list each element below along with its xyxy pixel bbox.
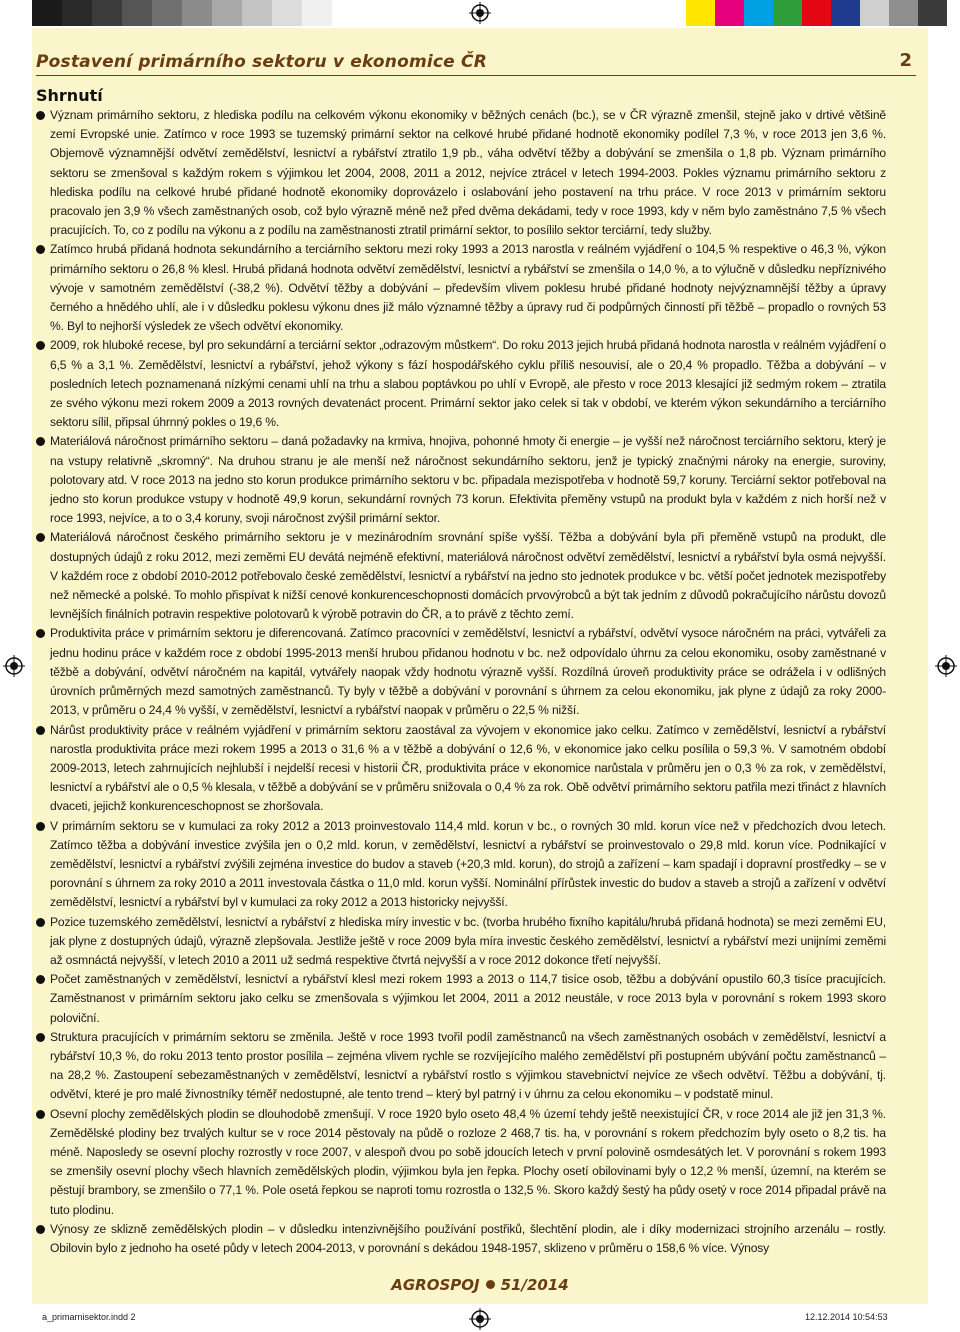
color-swatch	[744, 0, 773, 26]
color-swatch	[302, 0, 332, 26]
color-swatch	[122, 0, 152, 26]
bullet-icon	[486, 1280, 495, 1289]
registration-mark-icon	[3, 655, 25, 677]
summary-paragraph	[36, 1105, 886, 1220]
bullet-icon	[36, 1110, 45, 1119]
color-swatch	[715, 0, 744, 26]
paragraph-text: Osevní plochy zemědělských plodin se dlouhodobě zmenšují. V roce 1920 bylo oseto 48,4 % území tehdy ještě neexistující ČR, v roce 2014 ale již jen 31,3 %. Zemědělské plodiny bez trvalých kultur se v roce 2014 pěstovaly na půdě o rozloze 2 468,7 tis. ha, v porovnání s rokem předchozím byly oseto o 8,2 tis. ha méně. Naposledy se osevní plochy rozrostly v roce 2007, v alespoň dvou po sobě jdoucích letech v první polovině osmdesátých let. V porovnání s rokem 1993 se zmenšily osevní plochy všech hlavních zemědělských plodin, výjimkou byla jen řepka. Plochy osetí obilovinami byly o 12,2 % menší, územní, na kterém se pěstují brambory, se zmenšilo o 77,1 %. Pole osetá řepkou se naproti tomu rozrostla o 132,5 %. Skoro každý šestý ha půdy osetý v roce 2014 připadal právě na tuto plodinu.	[50, 1106, 886, 1217]
summary-paragraph	[36, 970, 886, 1028]
paragraph-text: Materiálová náročnost českého primárního sektoru je v mezinárodním srovnání spíše vyšší. Těžba a dobývání byla při přeměně vstupů na produkt, dle dostupných údajů z roku 2012, mezi zeměmi EU devátá nejméně efektivní, materiálová náročnost odvětví zemědělství, lesnictví a rybářství byla osmá nejvyšší. V každém roce z období 2010-2012 potřebovalo české zemědělství, lesnictví a rybářství na jedno sto jednotek produkce v bc. větší počet jednotek mezispotřeby než německé a polské. To mohlo přispívat k nižší cenové konkurenceschopnosti domácích prvovýrobců a být tak jedním z důvodů pokračujícího nárůstu dovozů levnějších finálních potravin respektive polotovarů k výrobě potravin do ČR, a to právě z těchto zemí.	[50, 530, 886, 622]
summary-paragraph	[36, 817, 886, 913]
summary-paragraph	[36, 624, 886, 720]
color-swatch	[802, 0, 831, 26]
summary-paragraph	[36, 336, 886, 432]
color-swatch	[686, 0, 715, 26]
summary-paragraph	[36, 913, 886, 971]
paragraph-text: Pozice tuzemského zemědělství, lesnictví a rybářství z hlediska míry investic v bc. (tvorba hrubého fixního kapitálu/hrubá přidaná hodnota) se mezi zeměmi EU, jak plyne z dostupných údajů, výrazně zlepšovala. Jestliže ještě v roce 2009 byla míra investic českého zemědělství, lesnictví a rybářství mezi unijními zeměmi až osmnáctá nejvyšší, v letech 2010 a 2011 už sedmá respektive čtvrtá nejvyšší a v roce 2012 dokonce třetí nejvyšší.	[50, 914, 886, 967]
paragraph-text: Materiálová náročnost primárního sektoru – daná požadavky na krmiva, hnojiva, pohonné hmoty či energie – je vyšší než náročnost terciárního sektoru, který je na vstupy relativně „skromný“. Na druhou stranu je ale menší než náročnost sekundárního sektoru, jenž je typický značnými nároky na energie, suroviny, polotovary atd. V roce 2013 na jedno sto korun produkce primárního sektoru v bc. připadala mezispotřeba v hodnotě 59,7 koruny. Terciární sektor potřeboval na jedno sto korun produkce vstupy v hodnotě 49,9 korun, sekundární rovných 73 korun. Efektivita přeměny vstupů na produkt byla v každém z nich horší než v roce 1993, nejvíce, a to o 3,4 koruny, svoji náročnost zvýšil primární sektor.	[50, 434, 886, 526]
color-swatch	[918, 0, 947, 26]
color-swatch	[32, 0, 62, 26]
color-swatch	[152, 0, 182, 26]
issue-number: 51/2014	[500, 1276, 569, 1294]
header-divider	[36, 75, 916, 76]
color-swatch	[92, 0, 122, 26]
bullet-icon	[36, 533, 45, 542]
color-swatch	[272, 0, 302, 26]
bullet-icon	[36, 437, 45, 446]
section-heading: Shrnutí	[36, 86, 103, 105]
footer	[0, 1276, 960, 1294]
summary-paragraph	[36, 432, 886, 528]
paragraph-text: V primárním sektoru se v kumulaci za roky 2012 a 2013 proinvestovalo 114,4 mld. korun v bc., o rovných 30 mld. korun více než v předchozích dvou letech. Zatímco těžba a dobývání investice zvýšila jen o 0,2 mld. korun, v zemědělství, lesnictví a rybářství se proinvestovalo o 29,8 mld. korun více. Podnikající v zemědělství, lesnictví a rybářství zvýšili zejména investice do budov a staveb (+20,3 mld. korun), do strojů a zařízení – kam spadají i dopravní prostředky – se v porovnání s úhrnem za roky 2010 a 2011 investovala částka o 11,0 mld. korun vyšší. Nominální přírůstek investic do budov a staveb a strojů a zařízení v odvětví zemědělství, lesnictví a rybářství byl v kumulaci za roky 2012 a 2013 historicky nejvyšší.	[50, 818, 886, 910]
cmyk-color-bar	[686, 0, 947, 26]
bullet-icon	[36, 918, 45, 927]
paragraph-text: Výnosy ze sklizně zemědělských plodin – v důsledku intenzivnějšího používání postřiků, šlechtění plodin, ale i díky modernizaci strojního arzenálu – rostly. Obilovin bylo z jednoho ha oseté půdy v letech 2004-2013, v porovnání s dekádou 1948-1957, sklizeno v průměru o 158,6 % více. Výnosy	[50, 1221, 886, 1255]
page-number: 2	[899, 50, 912, 71]
summary-paragraph	[36, 1028, 886, 1105]
paragraph-text: 2009, rok hluboké recese, byl pro sekundární a terciární sektor „odrazovým můstkem“. Do roku 2013 jejich hrubá přidaná hodnota narostla v reálném vyjádření o 6,5 % a 3,1 %. Zemědělství, lesnictví a rybářství, jehož výkony s fází hospodářského cyklu příliš nesouvisí, ale o 20,4 % propadlo. Těžba a dobývání – v posledních letech poznamenaná nízkými cenami uhlí na trhu a slabou poptávkou po uhlí v Evropě, ale přesto v roce 2013 klesající již sedmým rokem – ztratila ze svého výkonu mezi rokem 2009 a 2013 rovných devatenáct procent. Primární sektor jako celek si tak v období, ve kterém výkon sekundárního a terciárního sektoru sílil, připsal úhrnný pokles o 19,6 %.	[50, 338, 886, 430]
registration-mark-icon	[469, 2, 491, 24]
summary-paragraph	[36, 528, 886, 624]
grayscale-color-bar	[32, 0, 332, 26]
print-timestamp: 12.12.2014 10:54:53	[805, 1312, 888, 1322]
registration-mark-icon	[469, 1308, 491, 1330]
paragraph-text: Nárůst produktivity práce v reálném vyjádření v primárním sektoru zaostával za vývojem v ekonomice jako celku. Zatímco v zemědělství, lesnictví a rybářství narostla produktivita práce mezi rokem 1995 a 2013 o 31,6 % a v těžbě a dobývání o 12,6 %, v ekonomice jako celku posílila o 59,3 %. V samotném období 2009-2013, letech zahrnujících nejhlubší i nejdelší recesi v historii ČR, produktivita práce v ekonomice narůstala v průměru jen o 0,3 % za rok, v zemědělství, lesnictví a rybářství ale o 0,5 % klesala, v těžbě a dobývání se v průměru snižovala o 0,4 % za rok. Obě odvětví primárního sektoru patřila mezi třináct z hlavních dvaceti, jejichž konkurenceschopnost se zhoršovala.	[50, 722, 886, 814]
bullet-icon	[36, 245, 45, 254]
summary-body	[36, 106, 886, 1258]
color-swatch	[773, 0, 802, 26]
paragraph-text: Význam primárního sektoru, z hlediska podílu na celkovém výkonu ekonomiky v běžných cenách (bc.), se v ČR výrazně zmenšil, stejně jako v drtivé většině zemí Evropské unie. Zatímco v roce 1993 se tuzemský primární sektor na celkové hrubé přidané hodnotě ekonomiky podílel 7,3 %, v roce 2013 jen 3,6 %. Objemově významnější odvětví zemědělství, lesnictví a rybářství ztratilo 1,9 pb., váha odvětví těžby a dobývání se zmenšila o 1,8 pb. Význam primárního sektoru se zmenšoval s každým rokem s výjimkou let 2004, 2008, 2011 a 2012, nejvíce ztrácel v letech 1994-2003. Pokles významu primárního sektoru z hlediska podílu na celkové hrubé přidané hodnotě ekonomiky doprovázelo i oslabování jeho postavení na trhu práce. V roce 2013 v primárním sektoru pracovalo jen 3,9 % všech zaměstnaných osob, což bylo výrazně méně než před dvěma dekádami, tedy v roce 1993, kdy v něm bylo zaměstnáno 7,5 % všech pracujících. To, co z podílu na výkonu a z podílu na zaměstnanosti ztratil primární sektor, to posílilo sektor terciární, tedy služby.	[50, 108, 886, 238]
publication-name: AGROSPOJ	[391, 1276, 480, 1294]
bullet-icon	[36, 726, 45, 735]
paragraph-text: Struktura pracujících v primárním sektoru se změnila. Ještě v roce 1993 tvořil podíl zaměstnanců na všech zaměstnaných osobách v zemědělství, lesnictví a rybářství 10,3 %, do roku 2013 tento prostor posílila – zejména vlivem rychle se rozvíjejícího malého zemědělství při postupném ubývání počtu zaměstnanců – na 28,2 %. Zastoupení sebezaměstnaných v zemědělství, lesnictví a rybářství rostlo s výjimkou stavebnictví nejvíce ze všech odvětví. Těžbu a dobývání, tj. odvětví, které je pro malé živnostníky téměř nedostupné, ale tento trend – který byl patrný i v úhrnu za celou ekonomiku – v podstatě minul.	[50, 1029, 886, 1102]
bullet-icon	[36, 822, 45, 831]
file-slug: a_primarnisektor.indd 2	[42, 1312, 136, 1322]
color-swatch	[831, 0, 860, 26]
bullet-icon	[36, 1225, 45, 1234]
summary-paragraph	[36, 1220, 886, 1258]
bullet-icon	[36, 975, 45, 984]
bullet-icon	[36, 111, 45, 120]
paragraph-text: Produktivita práce v primárním sektoru je diferencovaná. Zatímco pracovníci v zemědělství, lesnictví a rybářství, odvětví vysoce náročném na práci, vytvářeli za jednu hodinu práce v každém roce z období 1995-2013 menší hrubou přidanou hodnotu v bc. než odpovídalo úhrnu za celou ekonomiku, osoby zaměstnané v těžbě a dobývání, odvětví náročném na kapitál, vytvářely naopak vždy hodnotu výrazně vyšší. Rozdílná úroveň produktivity práce se odrážela i v odlišných úrovních průměrných mezd samotných zaměstnanců. Ty byly v těžbě a dobývání v porovnání s úhrnem za celou ekonomiku, jak plyne z údajů za roky 2000-2013, v průměru o 24,4 % vyšší, v zemědělství, lesnictví a rybářství naopak v průměru o 22,5 % nižší.	[50, 626, 886, 718]
bullet-icon	[36, 629, 45, 638]
paragraph-text: Zatímco hrubá přidaná hodnota sekundárního a terciárního sektoru mezi roky 1993 a 2013 narostla v reálném vyjádření o 104,5 % respektive o 46,3 %, výkon primárního sektoru o 26,8 % klesl. Hrubá přidaná hodnota odvětví zemědělství, lesnictví a rybářství se zmenšila o 14,0 %, a to výlučně v důsledku nepříznivého vývoje v samotném zemědělství (-38,2 %). Odvětví těžby a dobývání – především vlivem poklesu hrubé přidané hodnoty nejvýznamnější těžby a úpravy černého a hnědého uhlí, ale i v důsledku poklesu výkonu dnes již málo významné těžby a úpravy rud či podpůrných činností při těžbě – propadlo o rovných 53 %. Byl to nejhorší výsledek ze všech odvětví ekonomiky.	[50, 242, 886, 334]
page-title: Postavení primárního sektoru v ekonomice ČR	[36, 52, 487, 72]
color-swatch	[889, 0, 918, 26]
color-swatch	[860, 0, 889, 26]
color-swatch	[242, 0, 272, 26]
summary-paragraph	[36, 106, 886, 240]
color-swatch	[212, 0, 242, 26]
paragraph-text: Počet zaměstnaných v zemědělství, lesnictví a rybářství klesl mezi rokem 1993 a 2013 o 114,7 tisíce osob, těžbu a dobývání opustilo 60,3 tisíce pracujících. Zaměstnanost v primárním sektoru jako celku se zmenšovala s výjimkou let 2004, 2011 a 2012 neustále, v roce 2013 byla v porovnání s rokem 1993 skoro poloviční.	[50, 972, 886, 1025]
color-swatch	[62, 0, 92, 26]
color-swatch	[182, 0, 212, 26]
summary-paragraph	[36, 721, 886, 817]
bullet-icon	[36, 1033, 45, 1042]
summary-paragraph	[36, 240, 886, 336]
bullet-icon	[36, 341, 45, 350]
registration-mark-icon	[935, 655, 957, 677]
